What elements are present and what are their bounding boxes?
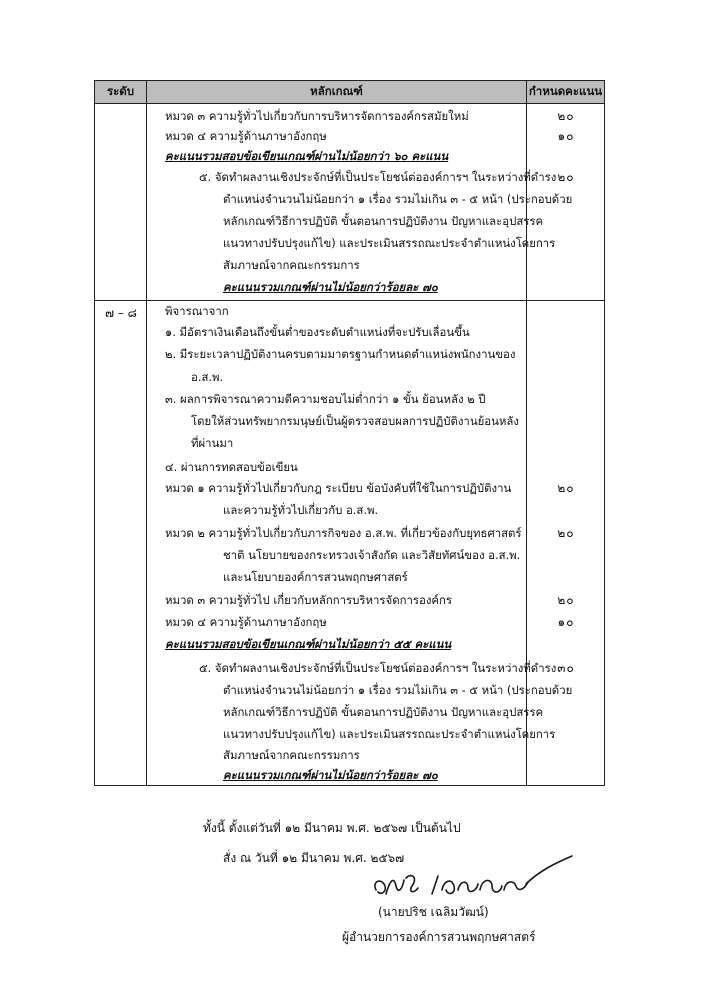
score-value: ๒๐	[557, 593, 575, 607]
criteria-subtotal: คะแนนรวมเกณฑ์ผ่านไม่น้อยกว่าร้อยละ ๗๐	[223, 768, 438, 782]
criteria-line: อ.ส.พ.	[191, 370, 224, 384]
header-score: กำหนดคะแนน	[527, 81, 605, 104]
criteria-line: แนวทางปรับปรุงแก้ไข) และประเมินสรรถณะประจำตำแหน่งโดยการ	[223, 727, 556, 741]
row1-level-cell	[95, 104, 147, 301]
criteria-line: ๕. จัดทำผลงานเชิงประจักษ์ที่เป็นประโยชน์ต่อองค์การฯ ในระหว่างที่ดำรง	[199, 661, 557, 675]
signer-title: ผู้อำนวยการองค์การสวนพฤกษศาสตร์	[342, 930, 536, 944]
criteria-line: และนโยบายองค์การสวนพฤกษศาสตร์	[223, 570, 408, 584]
table-row	[95, 104, 605, 301]
signer-name: (นายปริช เฉลิมวัฒน์)	[378, 905, 489, 919]
table-header-row	[95, 81, 605, 104]
header-level: ระดับ	[95, 81, 147, 104]
criteria-line: สัมภาษณ์จากคณะกรรมการ	[223, 748, 360, 762]
score-value: ๑๐	[557, 615, 575, 629]
row2-level-cell	[95, 301, 147, 786]
criteria-line: สัมภาษณ์จากคณะกรรมการ	[223, 258, 360, 272]
criteria-line: หมวด ๒ ความรู้ทั่วไปเกี่ยวกับภารกิจของ อ.ส.พ. ที่เกี่ยวข้องกับยุทธศาสตร์	[165, 526, 522, 540]
score-value: ๒๐	[557, 109, 575, 123]
criteria-subtotal: คะแนนรวมสอบข้อเขียนเกณฑ์ผ่านไม่น้อยกว่า ๕๕ คะแนน	[165, 637, 452, 651]
ordered-date-text: สั่ง ณ วันที่ ๑๒ มีนาคม พ.ศ. ๒๕๖๗	[223, 851, 405, 865]
criteria-line: หลักเกณฑ์วิธีการปฏิบัติ ขั้นตอนการปฏิบัติงาน ปัญหาและอุปสรรค	[223, 214, 544, 228]
criteria-line: พิจารณาจาก	[165, 304, 229, 318]
table-row	[95, 301, 605, 786]
score-value: ๑๐	[557, 129, 575, 143]
criteria-line: หมวด ๔ ความรู้ด้านภาษาอังกฤษ	[165, 615, 327, 629]
header-criteria: หลักเกณฑ์	[147, 81, 527, 104]
criteria-line: หมวด ๓ ความรู้ทั่วไปเกี่ยวกับการบริหารจัดการองค์กรสมัยใหม่	[165, 109, 469, 123]
score-value: ๒๐	[557, 170, 575, 184]
criteria-subtotal: คะแนนรวมสอบข้อเขียนเกณฑ์ผ่านไม่น้อยกว่า ๖๐ คะแนน	[165, 149, 449, 163]
criteria-line: ชาติ นโยบายของกระทรวงเจ้าสังกัด และวิสัยทัศน์ของ อ.ส.พ.	[223, 548, 521, 562]
criteria-line: และความรู้ทั่วไปเกี่ยวกับ อ.ส.พ.	[223, 503, 379, 517]
effective-date-text: ทั้งนี้ ตั้งแต่วันที่ ๑๒ มีนาคม พ.ศ. ๒๕๖๗ เป็นต้นไป	[203, 821, 461, 835]
criteria-line: แนวทางปรับปรุงแก้ไข) และประเมินสรรถณะประจำตำแหน่งโดยการ	[223, 236, 556, 250]
criteria-table	[94, 80, 605, 786]
score-value: ๒๐	[557, 481, 575, 495]
criteria-line: หมวด ๔ ความรู้ด้านภาษาอังกฤษ	[165, 129, 327, 143]
criteria-line: ๕. จัดทำผลงานเชิงประจักษ์ที่เป็นประโยชน์ต่อองค์การฯ ในระหว่างที่ดำรง	[199, 170, 557, 184]
row1-score-cell	[527, 104, 605, 301]
score-value: ๒๐	[557, 526, 575, 540]
criteria-line: ตำแหน่งจำนวนไม่น้อยกว่า ๑ เรื่อง รวมไม่เกิน ๓ - ๕ หน้า (ประกอบด้วย	[223, 192, 573, 206]
criteria-line: หลักเกณฑ์วิธีการปฏิบัติ ขั้นตอนการปฏิบัติงาน ปัญหาและอุปสรรค	[223, 705, 544, 719]
criteria-line: โดยให้ส่วนทรัพยากรมนุษย์เป็นผู้ตรวจสอบผลการปฏิบัติงานย้อนหลัง	[191, 414, 519, 428]
criteria-line: หมวด ๓ ความรู้ทั่วไป เกี่ยวกับหลักการบริหารจัดการองค์กร	[165, 593, 453, 607]
criteria-subtotal: คะแนนรวมเกณฑ์ผ่านไม่น้อยกว่าร้อยละ ๗๐	[223, 280, 438, 294]
criteria-line: ที่ผ่านมา	[191, 436, 234, 450]
score-value: ๓๐	[557, 661, 575, 675]
criteria-line: ตำแหน่งจำนวนไม่น้อยกว่า ๑ เรื่อง รวมไม่เกิน ๓ - ๕ หน้า (ประกอบด้วย	[223, 683, 573, 697]
criteria-line: ๒. มีระยะเวลาปฏิบัติงานครบตามมาตรฐานกำหนดตำแหน่งพนักงานของ	[165, 347, 516, 361]
criteria-line: ๔. ผ่านการทดสอบข้อเขียน	[165, 460, 298, 474]
criteria-line: ๓. ผลการพิจารณาความดีความชอบไม่ต่ำกว่า ๑ ขั้น ย้อนหลัง ๒ ปี	[165, 392, 486, 406]
row2-score-cell	[527, 301, 605, 786]
row2-level: ๗ – ๘	[105, 306, 137, 320]
handwritten-signature	[368, 850, 578, 910]
criteria-line: ๑. มีอัตราเงินเดือนถึงขั้นต่ำของระดับตำแหน่งที่จะปรับเลื่อนขึ้น	[165, 325, 470, 339]
criteria-line: หมวด ๑ ความรู้ทั่วไปเกี่ยวกับกฎ ระเบียบ ข้อบังคับที่ใช้ในการปฏิบัติงาน	[165, 481, 512, 495]
